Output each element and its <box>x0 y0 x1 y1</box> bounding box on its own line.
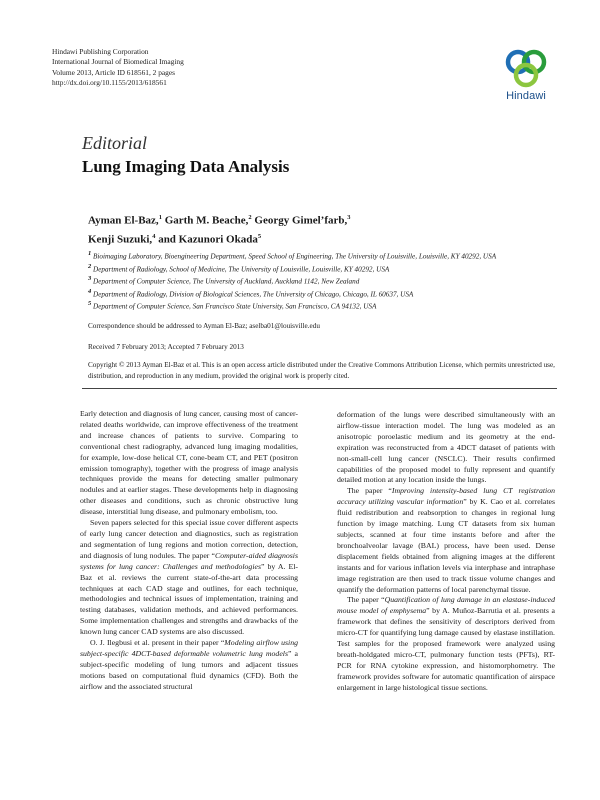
affiliation-item <box>88 287 558 300</box>
body-paragraph: deformation of the lungs were described simultaneously with an airflow-tissue interaction model. The lung was modeled as an anisotropic poroelastic medium and its geometry at the end-expiration was reconstructed from a 4DCT dataset of patients with non-small-cell lung cancer (NSCLC). Their results confirmed capabilities of the proposed model to fully represent and quantify detailed motion at any location inside the lungs. <box>337 410 555 485</box>
affiliation-text: Department of Radiology, School of Medicine, The University of Louisville, Louisville, KY 40292, USA <box>93 264 390 273</box>
author-name: Georgy Gimel’farb, <box>254 214 348 227</box>
affiliation-number: 4 <box>88 287 92 295</box>
body-column-right <box>337 410 555 694</box>
volume-info: Volume 2013, Article ID 618561, 2 pages <box>52 67 176 77</box>
header-divider <box>82 388 557 389</box>
cited-paper-title: Computer-aided diagnosis systems for lung cancer: Challenges and methodologies <box>80 550 298 571</box>
received-accepted-dates: Received 7 February 2013; Accepted 7 February 2013 <box>88 343 244 351</box>
body-paragraph: Seven papers selected for this special issue cover different aspects of early lung cancer detection and diagnostics, such as registration and segmentation of lung regions and motion correction, detection, and diagnosis of lung nodules. The paper “Computer-aided diagnosis systems for lung cancer: Challenges and methodologies” by A. El-Baz et al. reviews the current state-of-the-art data processing techniques at each CAD stage and outlines, for each technique, methodologies and technical issues of implementation, training and testing databases, validation methods, and achieved performances. Some implementation challenges and strengths and drawbacks of the known lung cancer CAD systems are also discussed. <box>80 518 299 637</box>
affiliation-number: 3 <box>88 275 92 283</box>
author-list <box>88 210 558 247</box>
article-title: Lung Imaging Data Analysis <box>82 157 290 176</box>
affiliation-item <box>88 249 558 262</box>
body-paragraph: O. J. Ilegbusi et al. present in their paper “Modeling airflow using subject-specific 4DCT-based deformable volumetric lung models” a subject-specific modeling of lung tumors and adjacent tissues motions based on computational fluid dynamics (CFD). Both the airflow and the associated structural <box>80 638 298 691</box>
affiliation-text: Department of Computer Science, San Francisco State University, San Francisco, CA 94132, USA <box>93 302 377 311</box>
author-name: and Kazunori Okada <box>158 233 258 246</box>
author-affiliation-mark: 1 <box>158 214 162 221</box>
journal-name: International Journal of Biomedical Imaging <box>52 57 184 67</box>
affiliation-list <box>88 249 558 312</box>
affiliation-number: 1 <box>88 250 92 257</box>
author-affiliation-mark: 5 <box>257 232 262 240</box>
affiliation-text: Department of Radiology, Division of Biological Sciences, The University of Chicago, Chicago, IL 60637, USA <box>93 290 414 299</box>
author-name: Garth M. Beache, <box>164 214 249 227</box>
cited-paper-title: Quantification of lung damage in an elastase-induced mouse model of emphysema <box>337 595 556 616</box>
body-paragraph: Early detection and diagnosis of lung cancer, causing most of cancer-related deaths worldwide, can improve effectiveness of the treatment and increase chances of patients to survive. Comparing to conventional chest radiography, advanced lung imaging modalities, for example, low-dose helical CT, cone-beam CT, and PET (positron emission tomography), together with the progress of image analysis techniques provide the means for detecting smaller pulmonary nodules and at earlier stages. These developments help in diagnosing other diseases and conditions, such as chronic obstructive lung disease, interstitial lung disease, and pulmonary embolism, too. <box>80 409 298 517</box>
publisher-name: Hindawi Publishing Corporation <box>52 47 149 56</box>
affiliation-number: 2 <box>88 262 92 270</box>
author-name: Kenji Suzuki, <box>88 233 153 246</box>
affiliation-text: Department of Computer Science, The University of Auckland, Auckland 1142, New Zealand <box>93 277 360 286</box>
body-paragraph: The paper “Improving intensity-based lung CT registration accuracy utilizing vascular information” by K. Cao et al. correlates fluid redistribution and reabsorption to changes in regional lung function by image matching. Lung CT datasets from six human subjects, scanned at four time instants before and after the bronchoalveolar lavage (BAL) process, have been used. Dense displacement fields obtained from aligning images at the different instants and for various inflation levels via interphase and intraphase image registration are then used to track tissue volume changes and quantify the deformation patterns of local parenchymal tissue. <box>337 486 556 594</box>
logo-wordmark: Hindawi <box>506 90 546 102</box>
doi-link[interactable]: http://dx.doi.org/10.1155/2013/618561 <box>52 77 167 87</box>
body-paragraph: The paper “Quantification of lung damage in an elastase-induced mouse model of emphysema” by A. Muñoz-Barrutia et al. presents a framework that defines the sensitivity of descriptors derived from micro-CT for quantifying lung damage caused by elastase instillation. Test samples for the proposed framework were analyzed using breath-holdgated micro-CT, pulmonary function tests (PFTs), RT-PCR for RNA cytokine expression, and histomorphometry. The framework provides software for automatic quantification of airspace enlargement in large histological tissue sections. <box>337 595 556 692</box>
author-affiliation-mark: 2 <box>248 214 252 221</box>
journal-masthead <box>52 47 184 88</box>
hindawi-logo <box>498 48 554 108</box>
affiliation-item <box>88 274 558 287</box>
correspondence-note: Correspondence should be addressed to Ayman El-Baz; aselba01@louisville.edu <box>88 322 320 330</box>
hindawi-logo-icon <box>498 48 554 90</box>
cited-paper-title: Modeling airflow using subject-specific 4DCT-based deformable volumetric lung models <box>80 638 298 658</box>
affiliation-text: Bioimaging Laboratory, Bioengineering Department, Speed School of Engineering, The University of Louisville, Louisville, KY 40292, USA <box>93 252 497 261</box>
author-name: Ayman El-Baz, <box>88 214 159 227</box>
copyright-notice: Copyright © 2013 Ayman El-Baz et al. This is an open access article distributed under the Creative Commons Attribution License, which permits unrestricted use, distribution, and reproduction in any medium, provided the original work is properly cited. <box>88 361 555 380</box>
body-column-left <box>80 409 298 693</box>
article-type: Editorial <box>82 133 148 153</box>
cited-paper-title: Improving intensity-based lung CT registration accuracy utilizing vascular information <box>337 486 556 507</box>
affiliation-item <box>88 299 558 312</box>
author-affiliation-mark: 4 <box>152 232 156 240</box>
affiliation-item <box>88 262 558 275</box>
affiliation-number: 5 <box>88 300 92 308</box>
author-affiliation-mark: 3 <box>347 214 351 221</box>
